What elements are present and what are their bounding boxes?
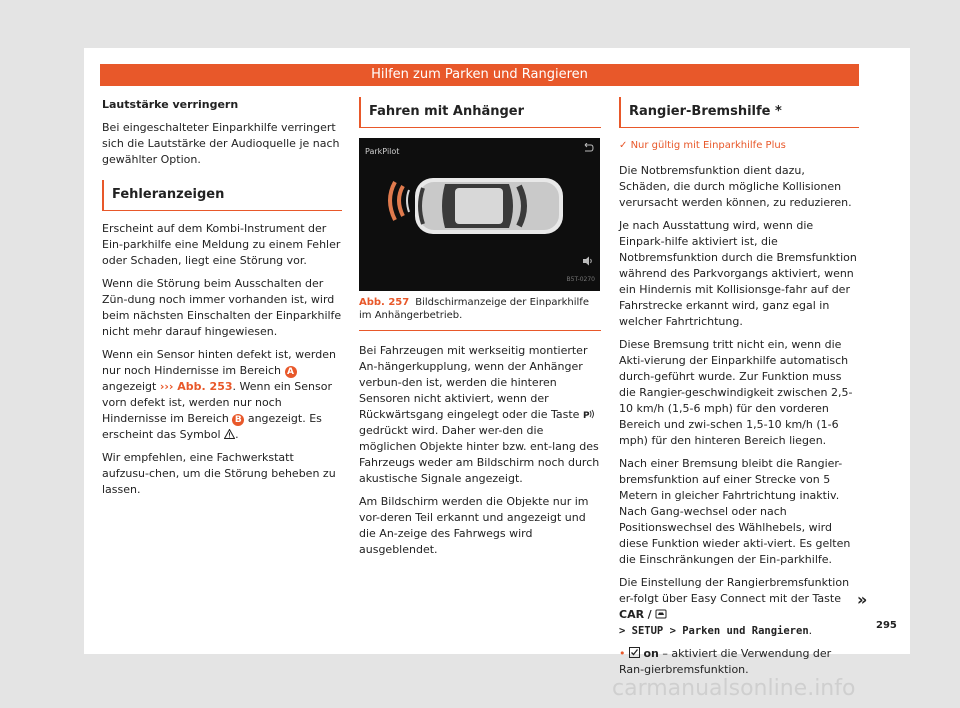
- column-3: [619, 97, 859, 685]
- paragraph-setup: Die Einstellung der Rangierbremsfunktion er-folgt über Easy Connect mit der Taste CAR / > SETUP > Parken und Rangieren.: [619, 576, 850, 637]
- paragraph: Nach einer Bremsung bleibt die Rangier-bremsfunktion auf einer Strecke von 5 Metern in gleicher Fahrtrichtung inaktiv. Nach Gang-wechsel oder nach Positionswechsel des Wählhebels, wird diese Funktion wieder akti-viert. Es gelten die Einschränkungen der Ein-parkhilfe.: [619, 457, 851, 566]
- paragraph: Die Notbremsfunktion dient dazu, Schäden, die durch mögliche Kollisionen verursacht werden können, zu reduzieren.: [619, 164, 852, 209]
- chapter-header: Hilfen zum Parken und Rangieren: [100, 64, 859, 86]
- sub-heading-volume: Lautstärke verringern: [102, 98, 239, 111]
- caption-label: Abb. 257: [359, 297, 410, 308]
- paragraph-trailer: Bei Fahrzeugen mit werkseitig montierter An-hängerkupplung, wenn der Anhänger verbun-den ist, werden die hinteren Sensoren nicht aktiviert, wenn der Rückwärtsgang eingelegt oder die Taste P gedrückt wird. Daher wer-den die möglichen Objekte hinter bzw. ent-lang des Fahrzeugs weder am Bildschirm noch durch akustische Signale angezeigt.: [359, 344, 600, 485]
- svg-text:P: P: [582, 411, 590, 419]
- area-b-badge: B: [232, 414, 244, 426]
- paragraph: Bei eingeschalteter Einparkhilfe verringert sich die Lautstärke der Audioquelle je nach gewählter Option.: [102, 121, 340, 166]
- checkmark-icon: ✓: [619, 140, 631, 151]
- figure-screen-title: ParkPilot: [365, 147, 400, 156]
- paragraph: Wenn die Störung beim Ausschalten der Zün-dung noch immer vorhanden ist, wird beim nächsten Einschalten der Einparkhilfe nicht mehr darauf hingewiesen.: [102, 277, 342, 338]
- menu-path: > SETUP > Parken und Rangieren: [619, 625, 809, 637]
- section-heading-trailer: Fahren mit Anhänger: [359, 97, 601, 128]
- bullet-icon: •: [619, 647, 626, 660]
- validity-note: ✓ Nur gültig mit Einparkhilfe Plus: [619, 140, 786, 151]
- column-1: [102, 97, 342, 505]
- parkpilot-screen-figure: [359, 138, 600, 291]
- figure-reference-link[interactable]: ››› Abb. 253: [159, 380, 233, 393]
- paragraph-sensor: Wenn ein Sensor hinten defekt ist, werden nur noch Hindernisse im Bereich A angezeigt ››› Abb. 253. Wenn ein Sensor vorn defekt ist, werden nur noch Hindernisse im Bereich B angezeigt. Es erscheint das Symbol .: [102, 348, 336, 441]
- car-button-label: CAR: [619, 608, 645, 621]
- paragraph: Je nach Ausstattung wird, wenn die Einpark-hilfe aktiviert ist, die Notbremsfunktion durch die Bremsfunktion während des Parkvorgangs aktiviert, wenn ein Hindernis mit Kollisionsge-fahr auf der Fahrstrecke erkannt wird, ganz egal in welcher Fahrtrichtung.: [619, 219, 857, 328]
- watermark: carmanualsonline.info: [612, 676, 856, 701]
- section-heading-errors: Fehleranzeigen: [102, 180, 342, 211]
- figure-caption: [359, 291, 601, 331]
- paragraph: Am Bildschirm werden die Objekte nur im vor-deren Teil erkannt und angezeigt und die An-zeige des Fahrwegs wird ausgeblendet.: [359, 495, 589, 556]
- checkbox-checked-icon: [629, 647, 640, 658]
- area-a-badge: A: [285, 366, 297, 378]
- continue-chevron: »: [857, 590, 868, 609]
- car-top-view-icon: [359, 138, 600, 291]
- paragraph: Wir empfehlen, eine Fachwerkstatt aufzusu-chen, um die Störung beheben zu lassen.: [102, 451, 336, 496]
- page-number: 295: [876, 620, 897, 631]
- caption-text: Bildschirmanzeige der Einparkhilfe im Anhängerbetrieb.: [359, 297, 589, 321]
- paragraph: Diese Bremsung tritt nicht ein, wenn die Akti-vierung der Einparkhilfe automatisch durch-geführt wurde. Zur Funktion muss die Rangier-geschwindigkeit zwischen 2,5-10 km/h (1,5-6 mph) für den vorderen Bereich und zwi-schen 1,5-10 km/h (1-6 mph) für den hinteren Bereich liegen.: [619, 338, 853, 447]
- warning-triangle-icon: [224, 429, 235, 439]
- column-2: [359, 97, 601, 565]
- paragraph: Erscheint auf dem Kombi-Instrument der Ein-parkhilfe eine Meldung zu einem Fehler oder Schaden, liegt eine Störung vor.: [102, 222, 341, 267]
- bullet-option: • on – aktiviert die Verwendung der Ran-gierbremsfunktion.: [619, 647, 832, 676]
- park-assist-button-icon: [583, 409, 595, 419]
- section-heading-brake-assist: Rangier-Bremshilfe *: [619, 97, 859, 128]
- car-menu-icon: [655, 609, 667, 619]
- figure-code: B5T-0270: [566, 276, 595, 283]
- on-label: on: [643, 647, 659, 660]
